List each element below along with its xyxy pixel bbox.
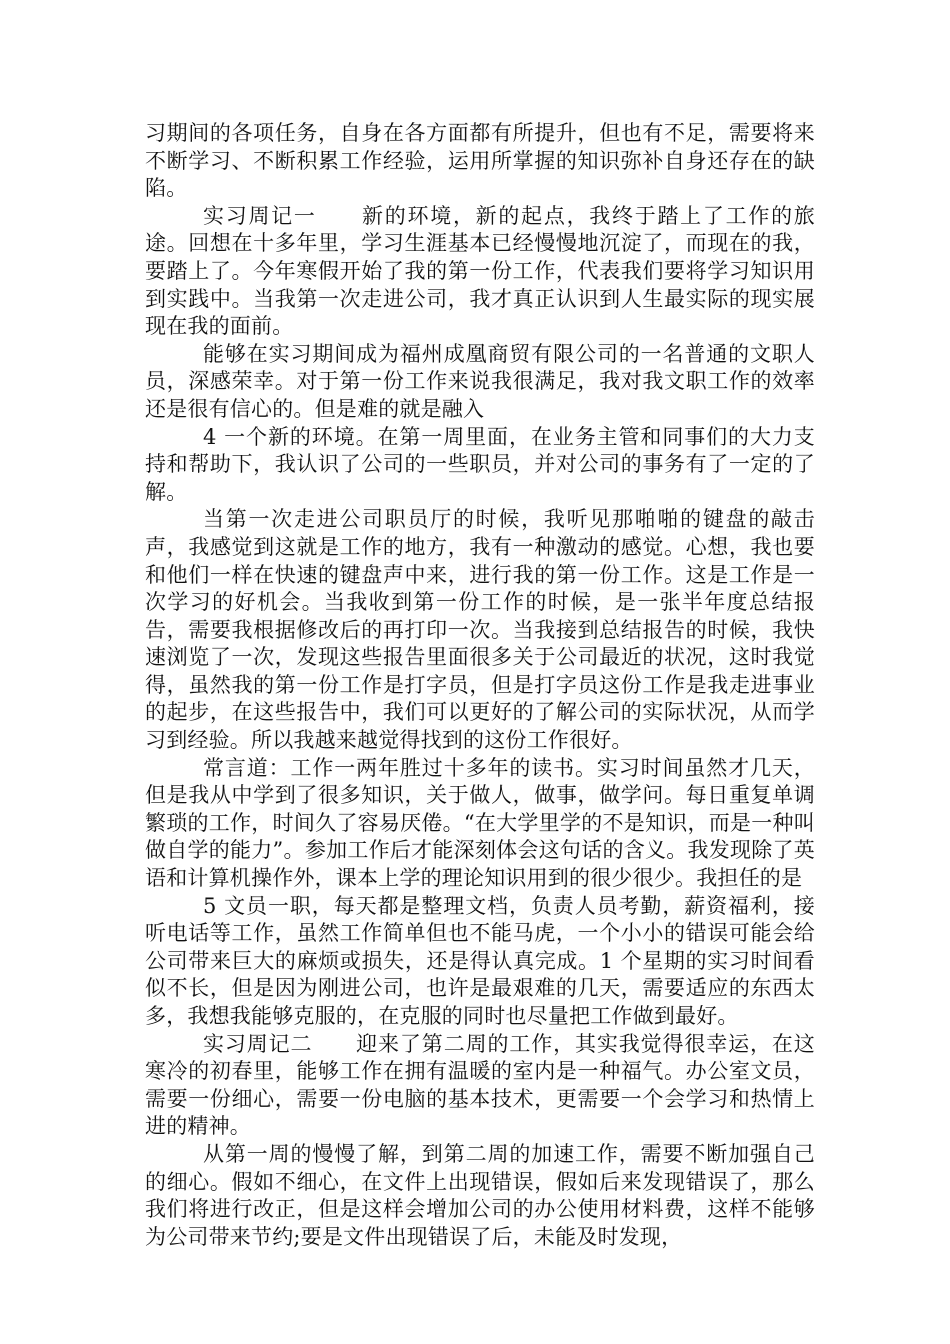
- paragraph: 从第一周的慢慢了解，到第二周的加速工作，需要不断加强自己的细心。假如不细心，在文件上出现错误，假如后来发现错误了，那么我们将进行改正，但是这样会增加公司的办公使用材料费，这样不能够为公司带来节约;要是文件出现错误了后，未能及时发现，: [145, 1141, 815, 1249]
- paragraph: 常言道：工作一两年胜过十多年的读书。实习时间虽然才几天，但是我从中学到了很多知识，关于做人，做事，做学问。每日重复单调繁琐的工作，时间久了容易厌倦。“在大学里学的不是知识，而是一种叫做自学的能力”。参加工作后才能深刻体会这句话的含义。我发现除了英语和计算机操作外，课本上学的理论知识用到的很少很少。我担任的是: [145, 755, 815, 891]
- paragraph-continuation: 习期间的各项任务，自身在各方面都有所提升，但也有不足，需要将来不断学习、不断积累工作经验，运用所掌握的知识弥补自身还存在的缺陷。: [145, 121, 815, 201]
- document-page: [145, 120, 815, 1251]
- paragraph-weekly-journal-two: 实习周记二 迎来了第二周的工作，其实我觉得很幸运，在这寒冷的初春里，能够工作在拥有温暖的室内是一种福气。办公室文员，需要一份细心，需要一份电脑的基本技术，更需要一个会学习和热情上进的精神。: [145, 1031, 815, 1139]
- paragraph: 5 文员一职，每天都是整理文档，负责人员考勤，薪资福利，接听电话等工作，虽然工作简单但也不能马虎，一个小小的错误可能会给公司带来巨大的麻烦或损失，还是得认真完成。1 个星期的实习时间看似不长，但是因为刚进公司，也许是最艰难的几天，需要适应的东西太多，我想我能够克服的，在克服的同时也尽量把工作做到最好。: [145, 893, 815, 1028]
- paragraph: 4 一个新的环境。在第一周里面，在业务主管和同事们的大力支持和帮助下，我认识了公司的一些职员，并对公司的事务有了一定的了解。: [145, 424, 815, 504]
- paragraph: 能够在实习期间成为福州成凰商贸有限公司的一名普通的文职人员，深感荣幸。对于第一份工作来说我很满足，我对我文职工作的效率还是很有信心的。但是难的就是融入: [145, 341, 815, 421]
- paragraph-weekly-journal-one: 实习周记一 新的环境，新的起点，我终于踏上了工作的旅途。回想在十多年里，学习生涯基本已经慢慢地沉淀了，而现在的我，要踏上了。今年寒假开始了我的第一份工作，代表我们要将学习知识用到实践中。当我第一次走进公司，我才真正认识到人生最实际的现实展现在我的面前。: [145, 203, 815, 339]
- paragraph: 当第一次走进公司职员厅的时候，我听见那啪啪的键盘的敲击声，我感觉到这就是工作的地方，我有一种激动的感觉。心想，我也要和他们一样在快速的键盘声中来，进行我的第一份工作。这是工作是一次学习的好机会。当我收到第一份工作的时候，是一张半年度总结报告，需要我根据修改后的再打印一次。当我接到总结报告的时候，我快速浏览了一次，发现这些报告里面很多关于公司最近的状况，这时我觉得，虽然我的第一份工作是打字员，但是打字员这份工作是我走进事业的起步，在这些报告中，我们可以更好的了解公司的实际状况，从而学习到经验。所以我越来越觉得找到的这份工作很好。: [145, 507, 815, 753]
